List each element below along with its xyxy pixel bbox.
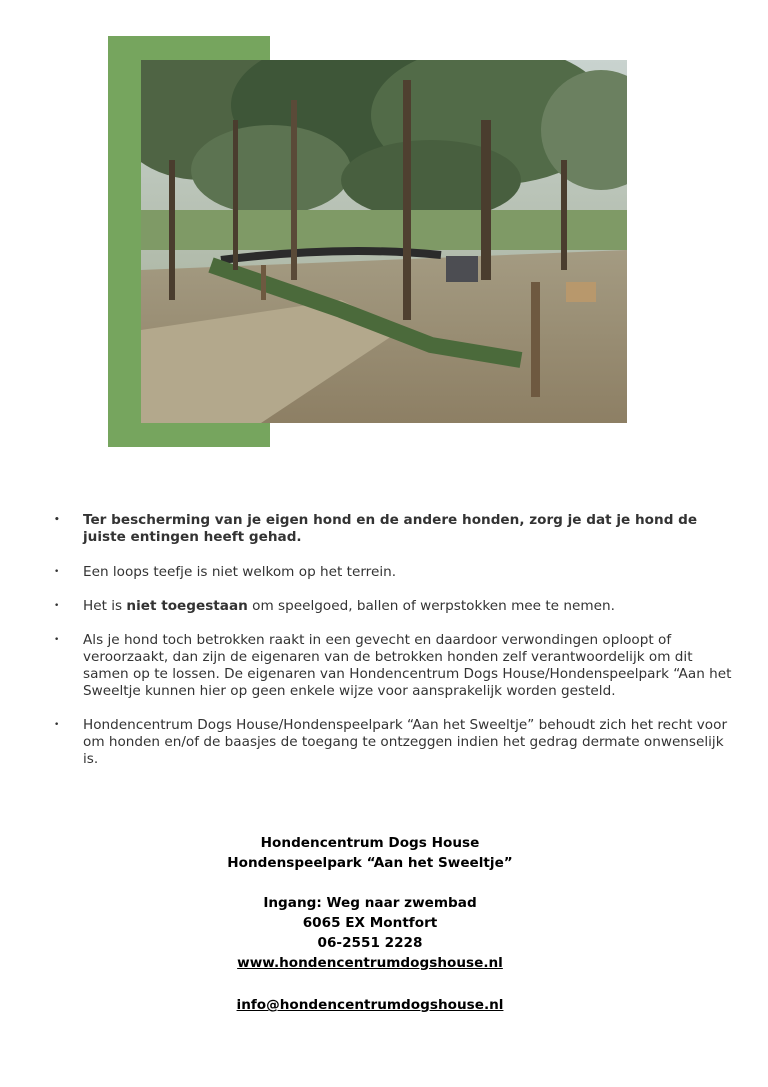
rule-vaccinations: [48, 512, 738, 546]
dog-park-photo: [141, 60, 627, 423]
rule-in-heat: [48, 564, 738, 581]
bullet-icon: •: [54, 567, 60, 577]
rule-text-after: om speelgoed, ballen of werpstokken mee te nemen.: [247, 598, 615, 614]
contact-email: [0, 995, 740, 1015]
rule-text-emphasis: niet toegestaan: [126, 598, 248, 614]
rule-text: Als je hond toch betrokken raakt in een gevecht en daardoor verwondingen oploopt of veroorzaakt, dan zijn de eigenaren van de betrokken honden zelf verantwoordelijk om dit samen op te lossen. De eigenaren van Hondencentrum Dogs House/Hondenspeelpark “Aan het Sweeltje kunnen hier op geen enkele wijze voor aansprakelijk worden gesteld.: [83, 632, 732, 699]
rule-liability: [48, 632, 738, 700]
rule-no-toys: [48, 598, 738, 615]
bullet-icon: •: [54, 601, 60, 611]
bullet-icon: •: [54, 515, 60, 525]
park-name: Hondenspeelpark “Aan het Sweeltje”: [227, 855, 513, 871]
rule-access: [48, 717, 738, 768]
entrance-line: Ingang: Weg naar zwembad: [263, 895, 477, 911]
phone-number: 06-2551 2228: [317, 935, 423, 951]
bullet-icon: •: [54, 720, 60, 730]
rule-text: Hondencentrum Dogs House/Hondenspeelpark “Aan het Sweeltje” behoudt zich het recht voor om honden en/of de baasjes de toegang te ontzeggen indien het gedrag dermate onwenselijk is.: [83, 717, 728, 767]
contact-header: [0, 833, 740, 873]
rules-list: [48, 512, 738, 768]
rule-text-before: Het is: [83, 598, 127, 614]
bullet-icon: •: [54, 635, 60, 645]
email-link[interactable]: info@hondencentrumdogshouse.nl: [236, 997, 504, 1013]
contact-address: [0, 893, 740, 973]
rule-text: Ter bescherming van je eigen hond en de andere honden, zorg je dat je hond de juiste entingen heeft gehad.: [83, 512, 698, 545]
organization-name: Hondencentrum Dogs House: [260, 835, 480, 851]
rule-text: Een loops teefje is niet welkom op het terrein.: [83, 564, 397, 580]
website-link[interactable]: www.hondencentrumdogshouse.nl: [237, 955, 503, 971]
postal-line: 6065 EX Montfort: [302, 915, 438, 931]
